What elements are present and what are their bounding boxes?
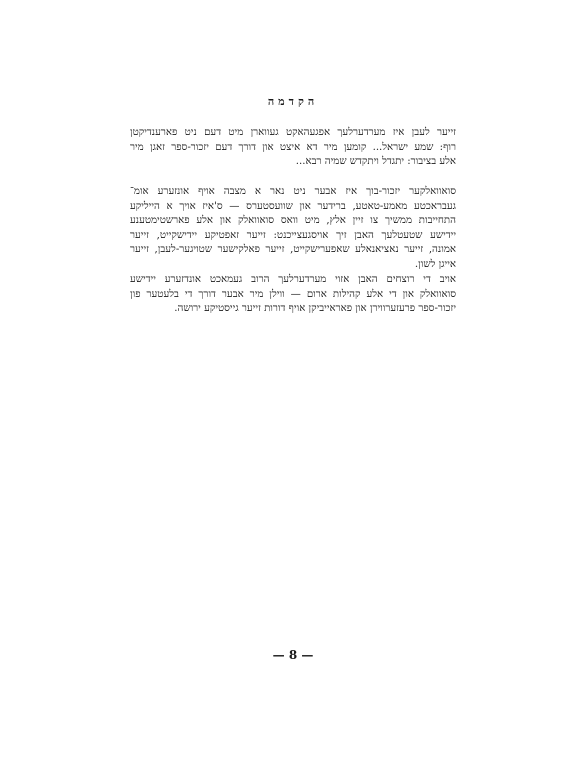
paragraph-1	[130, 126, 456, 170]
text-line: געבראכטע מאמע-טאטע, ברידער און שוועסטערס — ס'איז אויך א הייליקע	[130, 200, 456, 212]
text-line: התחייבות ממשיך צו זיין אלץ, מיט וואס סואוואלק און אלע פארשטימטענע	[130, 215, 456, 227]
page-heading: הקדמה	[267, 95, 319, 108]
paragraph-3	[130, 273, 456, 317]
text-line: יידישע שטעטלעך האבן זיך אויסגעצייכנט: זייער זאפטיקע יידישקייט, זייער	[130, 229, 456, 241]
paragraph-2	[130, 185, 456, 273]
page-number: — 8 —	[272, 648, 314, 662]
text-line: רוף: שמע ישראל... קומען מיר דא איצט און דורך דעם יזכור-ספר זאגן מיר	[130, 141, 456, 153]
text-line: אלע בציבור: יתגדל ויתקדש שמיה רבא...	[295, 156, 456, 168]
text-line: סואוואלק און די אלע קהילות ארום — ווילן מיר אבער דורך די בלעטער פון	[130, 288, 456, 300]
text-line: זייער לעבן איז מערדערלעך אפגעהאקט געווארן מיט דעם ניט פארענדיקטן	[130, 127, 456, 138]
text-line: יזכור-ספר פרעזערווירן און פאראייביקן אויף דורות זייער גייסטיקע ירושה.	[174, 303, 456, 315]
text-line: סואוואלקער יזכור-בוך איז אבער ניט נאר א מצבה אויף אונזערע אומ־	[130, 186, 456, 197]
text-line: אויב די רוצחים האבן אזוי מערדערלעך הרוב געמאכט אונדזערע יידישע	[130, 274, 456, 285]
text-line: אמונה, זייער נאציאנאלע שאפערישקייט, זייער פאלקישער שטויגער-לעבן, זייער	[130, 244, 456, 256]
text-line: אייגן לשון.	[414, 258, 456, 270]
